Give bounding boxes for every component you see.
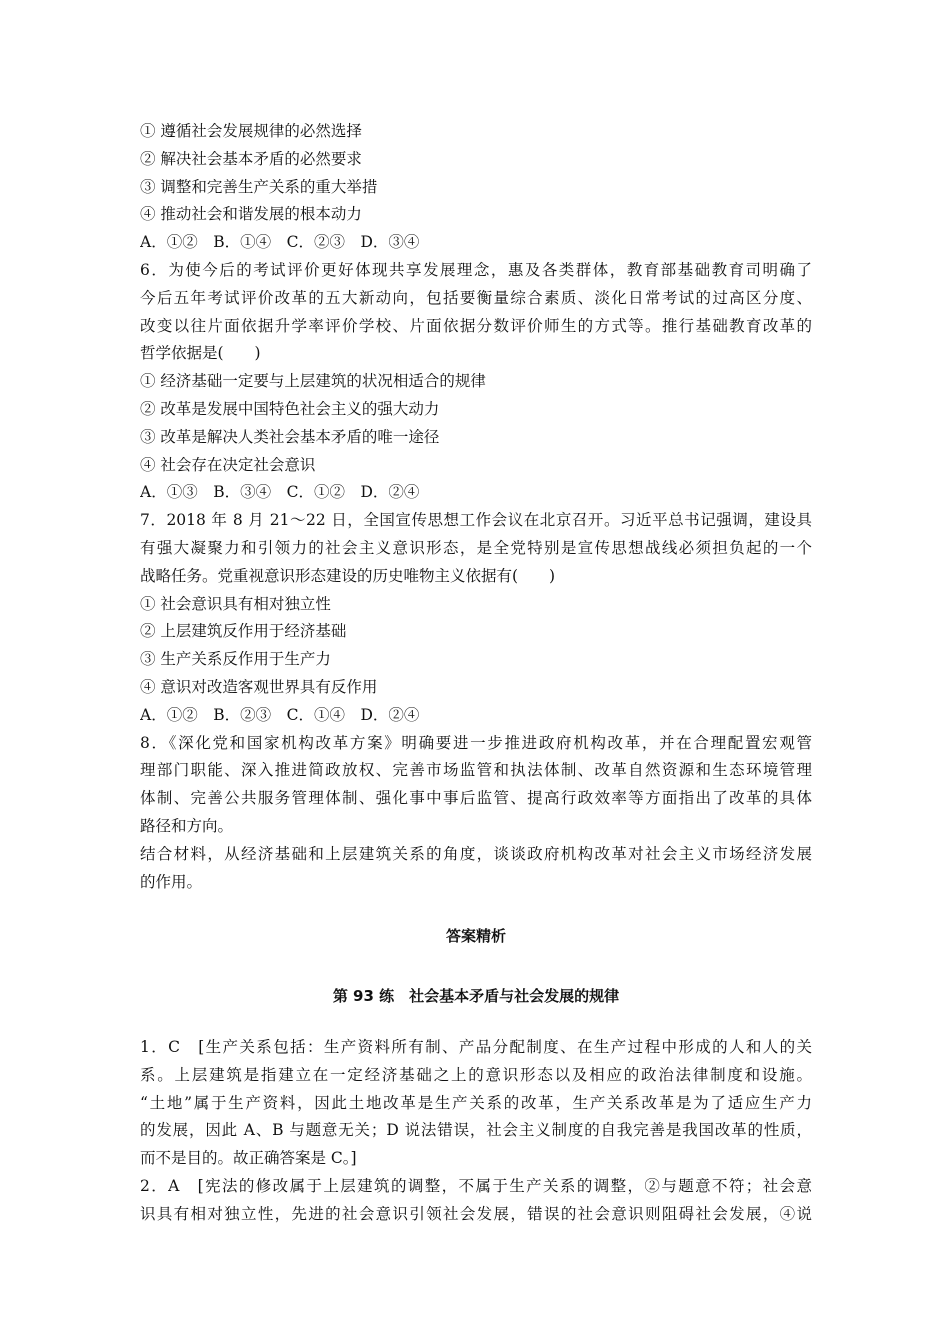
question-line: ① 遵循社会发展规律的必然选择 <box>140 122 362 140</box>
question-line: ② 上层建筑反作用于经济基础 <box>140 622 347 641</box>
answer-line: 的发展，因此 A、B 与题意无关；D 说法错误，社会主义制度的自我完善是我国改革的性质， <box>140 1121 812 1140</box>
question-line: 有强大凝聚力和引领力的社会主义意识形态，是全党特别是宣传思想战线必须担负起的一个 <box>140 538 812 557</box>
question-line: ② 改革是发展中国特色社会主义的强大动力 <box>140 399 440 418</box>
answer-line: 系。上层建筑是指建立在一定经济基础之上的意识形态以及相应的政治法律制度和设施。 <box>140 1065 812 1084</box>
question-line: 理部门职能、深入推进简政放权、完善市场监管和执法体制、改革自然资源和生态环境管理 <box>140 761 812 780</box>
answer-line: 1．C [生产关系包括：生产资料所有制、产品分配制度、在生产过程中形成的人和人的关 <box>140 1038 812 1056</box>
question-line: ④ 推动社会和谐发展的根本动力 <box>140 205 362 224</box>
answers-heading: 答案精析 <box>445 927 506 945</box>
question-line: 结合材料，从经济基础和上层建筑关系的角度，谈谈政府机构改革对社会主义市场经济发展 <box>140 844 812 863</box>
question-line: ① 经济基础一定要与上层建筑的状况相适合的规律 <box>140 372 486 391</box>
question-line: ③ 调整和完善生产关系的重大举措 <box>140 177 378 196</box>
question-line: 今后五年考试评价改革的五大新动向，包括要衡量综合素质、淡化日常考试的过高区分度、 <box>140 288 812 307</box>
question-line: ② 解决社会基本矛盾的必然要求 <box>140 149 362 168</box>
question-line: ④ 意识对改造客观世界具有反作用 <box>140 677 378 696</box>
answer-line: 识具有相对独立性，先进的社会意识引领社会发展，错误的社会意识则阻碍社会发展，④说 <box>140 1204 812 1223</box>
answer-line: 2．A [宪法的修改属于上层建筑的调整，不属于生产关系的调整，②与题意不符；社会意 <box>140 1176 812 1195</box>
question-line: ④ 社会存在决定社会意识 <box>140 455 316 474</box>
answer-line: “土地”属于生产资料，因此土地改革是生产关系的改革，生产关系改革是为了适应生产力 <box>140 1093 812 1112</box>
question-line: ③ 生产关系反作用于生产力 <box>140 650 331 669</box>
question-line: A．①② B．②③ C．①④ D．②④ <box>140 705 420 724</box>
question-line: A．①② B．①④ C．②③ D．③④ <box>140 233 420 252</box>
question-line: 哲学依据是( ) <box>140 344 261 363</box>
question-line: ③ 改革是解决人类社会基本矛盾的唯一途径 <box>140 427 440 446</box>
answers-section <box>140 1034 812 1229</box>
question-line: 的作用。 <box>140 872 203 891</box>
question-line: 体制、完善公共服务管理体制、强化事中事后监管、提高行政效率等方面指出了改革的具体 <box>140 789 812 808</box>
questions-section <box>140 118 812 896</box>
question-line: A．①③ B．③④ C．①② D．②④ <box>140 483 420 502</box>
question-line: 战略任务。党重视意识形态建设的历史唯物主义依据有( ) <box>140 566 556 585</box>
answer-line: 而不是目的。故正确答案是 C。] <box>140 1149 357 1168</box>
question-line: 路径和方向。 <box>140 816 234 835</box>
question-line: ① 社会意识具有相对独立性 <box>140 594 331 613</box>
question-line: 8．《深化党和国家机构改革方案》明确要进一步推进政府机构改革，并在合理配置宏观管 <box>140 733 812 752</box>
question-line: 改变以往片面依据升学率评价学校、片面依据分数评价师生的方式等。推行基础教育改革的 <box>140 316 812 335</box>
lesson-heading: 第 93 练 社会基本矛盾与社会发展的规律 <box>332 987 620 1005</box>
question-line: 6．为使今后的考试评价更好体现共享发展理念，惠及各类群体，教育部基础教育司明确了 <box>140 260 812 279</box>
question-line: 7．2018 年 8 月 21～22 日，全国宣传思想工作会议在北京召开。习近平总书记强调，建设具 <box>140 511 812 530</box>
